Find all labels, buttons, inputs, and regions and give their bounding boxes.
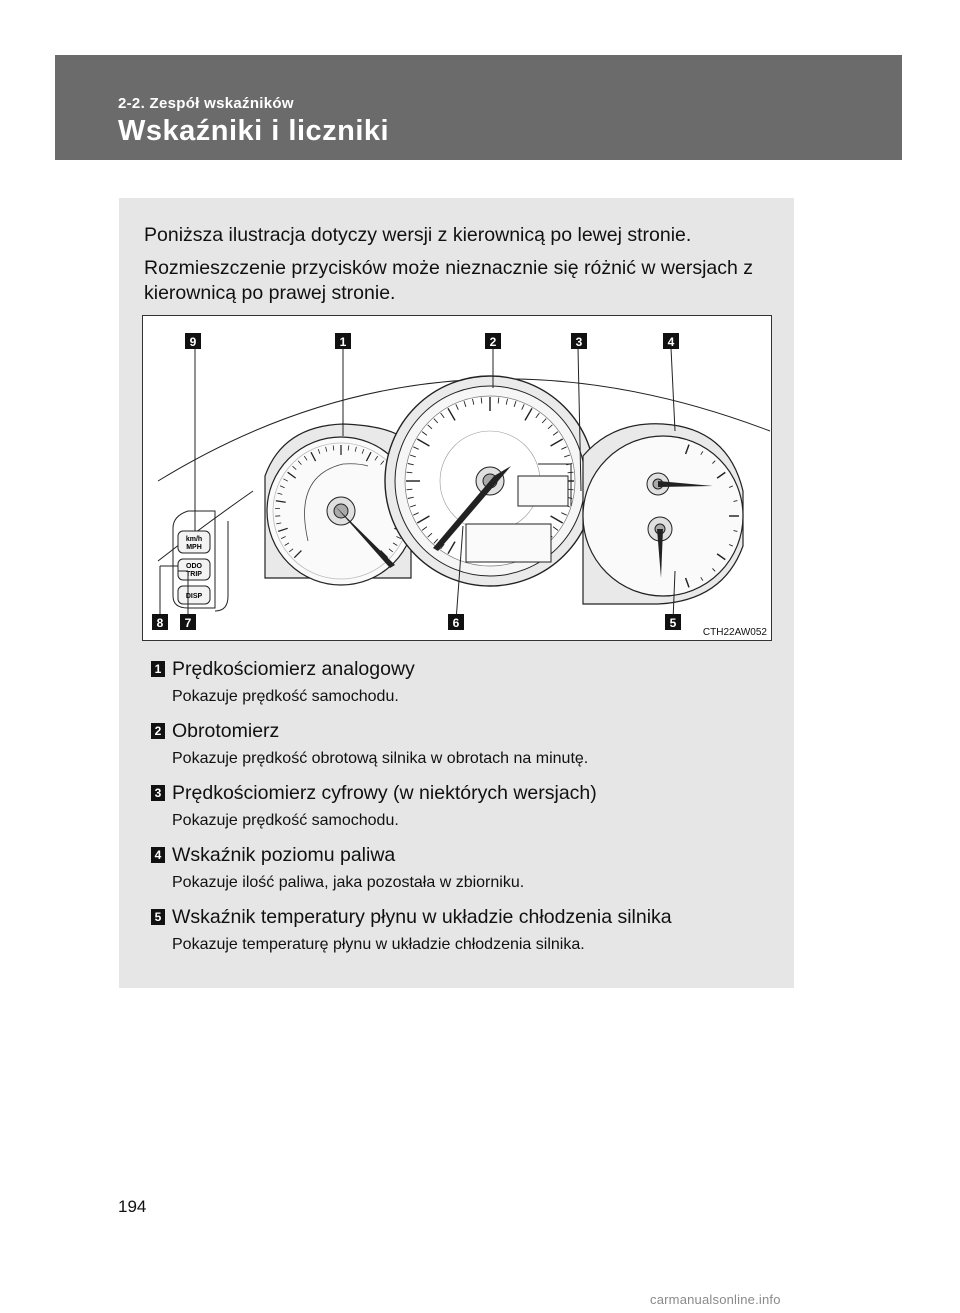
intro-paragraph-1: Poniższa ilustracja dotyczy wersji z kierownicą po lewej stronie. <box>144 224 692 246</box>
gauge-tick <box>407 472 413 473</box>
svg-text:6: 6 <box>452 616 460 630</box>
unit-button-label-top: km/h <box>185 536 203 543</box>
fuel-temperature-gauge <box>583 424 743 604</box>
callout-9 <box>185 333 201 349</box>
item-description: Pokazuje prędkość samochodu. <box>172 812 399 829</box>
svg-text:2: 2 <box>489 335 497 349</box>
callout-2 <box>485 333 501 349</box>
odo-button-label-top: ODO <box>186 563 202 570</box>
svg-text:3: 3 <box>575 335 583 349</box>
svg-text:4: 4 <box>667 335 675 349</box>
svg-text:8: 8 <box>156 616 164 630</box>
page-title: Wskaźniki i liczniki <box>118 115 390 147</box>
section-header <box>55 55 902 160</box>
svg-text:9: 9 <box>189 335 197 349</box>
legend-list <box>151 656 791 966</box>
callout-6 <box>448 614 464 630</box>
svg-text:7: 7 <box>184 616 192 630</box>
unit-button[interactable] <box>178 531 210 553</box>
unit-button-label-bottom: MPH <box>186 544 202 551</box>
item-title: Prędkościomierz cyfrowy (w niektórych wersjach) <box>172 782 597 804</box>
disp-button[interactable] <box>178 586 210 604</box>
list-item <box>151 904 791 956</box>
list-item <box>151 656 791 708</box>
item-title: Prędkościomierz analogowy <box>172 658 415 680</box>
page-number: 194 <box>118 1197 147 1216</box>
callout-4 <box>663 333 679 349</box>
section-label: 2-2. Zespół wskaźników <box>118 95 294 112</box>
watermark: carmanualsonline.info <box>650 1292 781 1307</box>
callout-8 <box>152 614 168 630</box>
item-description: Pokazuje prędkość samochodu. <box>172 688 399 705</box>
disp-button-label: DISP <box>185 593 203 600</box>
callout-7 <box>180 614 196 630</box>
item-description: Pokazuje prędkość obrotową silnika w obrotach na minutę. <box>172 750 589 767</box>
tachometer <box>385 376 595 586</box>
gauge-tick <box>481 398 482 404</box>
callout-1 <box>335 333 351 349</box>
item-title: Obrotomierz <box>172 720 280 742</box>
odo-trip-button[interactable] <box>178 559 210 580</box>
item-number-badge: 2 <box>151 723 165 739</box>
list-item <box>151 780 791 832</box>
item-description: Pokazuje temperaturę płynu w układzie chłodzenia silnika. <box>172 936 585 953</box>
list-item <box>151 718 791 770</box>
item-description: Pokazuje ilość paliwa, jaka pozostała w zbiorniku. <box>172 874 525 891</box>
gauge-tick <box>498 398 499 404</box>
svg-text:5: 5 <box>669 616 677 630</box>
item-number-badge: 4 <box>151 847 165 863</box>
item-title: Wskaźnik poziomu paliwa <box>172 844 396 866</box>
list-item <box>151 842 791 894</box>
instrument-cluster-illustration <box>142 315 772 641</box>
callout-3 <box>571 333 587 349</box>
callout-5 <box>665 614 681 630</box>
item-number-badge: 5 <box>151 909 165 925</box>
item-number-badge: 1 <box>151 661 165 677</box>
item-title: Wskaźnik temperatury płynu w układzie chłodzenia silnika <box>172 906 672 928</box>
intro-paragraph-2: Rozmieszczenie przycisków może nieznacznie się różnić w wersjach z kierownicą po prawej stronie. <box>144 257 754 304</box>
odo-button-label-bottom: TRIP <box>186 571 202 578</box>
item-number-badge: 3 <box>151 785 165 801</box>
svg-text:1: 1 <box>339 335 347 349</box>
gauge-tick <box>407 489 413 490</box>
figure-code: CTH22AW052 <box>702 627 767 638</box>
